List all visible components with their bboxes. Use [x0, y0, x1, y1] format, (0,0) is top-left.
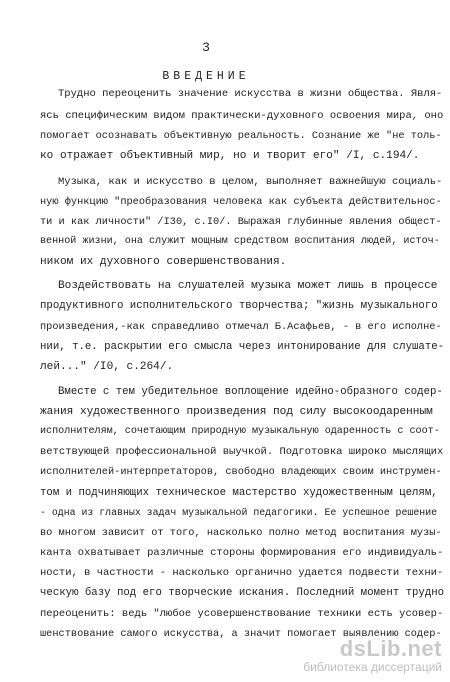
text-line: ности, в частности - насколько органично удается подвести техни- [40, 567, 444, 579]
text-line: исполнителям, сочетающим природную музыкальную одаренность с соот- [40, 426, 440, 437]
text-line: помогает осознавать объективную реальность. Сознание же "не толь- [40, 130, 442, 142]
text-line: нии, т.е. раскрытии его смысла через интонирование для слушате- [40, 341, 445, 353]
text-line: канта охватывает различные стороны формирования его индивидуаль- [40, 547, 444, 559]
text-line: Музыка, как и искусство в целом, выполняет важнейшую социаль- [58, 176, 443, 188]
text-line: венной жизни, она служит мощным средством воспитания людей, источ- [40, 236, 440, 247]
text-line: ти и как личности" /I30, с.I0/. Выражая глубинные явления общест- [40, 216, 442, 228]
text-line: - одна из главных задач музыкальной педагогики. Ее успешное решение [40, 507, 438, 518]
text-line: исполнителей-интерпретаторов, свободно владеющих своим инструмен- [40, 466, 442, 478]
text-line: жания художественного произведения под силу высокоодаренным [40, 406, 433, 418]
text-line: продуктивного исполнительского творчества; "жизнь музыкального [40, 300, 438, 312]
section-title: ВВЕДЕНИЕ [162, 70, 250, 83]
watermark-logo [303, 636, 442, 674]
text-line: том и подчиняющих техническое мастерство художественным целям, [40, 487, 438, 499]
text-line: ником их духовного совершенствования. [40, 256, 287, 268]
logo-subtitle: библиотека диссертаций [303, 660, 442, 674]
text-line: ко отражает объективный мир, но и творит его" /I, с.194/. [40, 150, 420, 162]
text-line: произведения,-как справедливо отмечал Б.Асафьев, - в его исполне- [40, 321, 442, 333]
text-line: ную функцию "преобразования человека как субъекта действительнос- [40, 196, 442, 208]
text-line: лей..." /I0, с.264/. [40, 361, 174, 373]
text-line: Воздействовать на слушателей музыка может лишь в процессе [58, 280, 438, 292]
text-line: во многом зависит от того, насколько полно метод воспитания музы- [40, 527, 442, 539]
text-line: ясь специфическим видом практически-духовного освоения мира, оно [40, 110, 444, 122]
text-line: Вместе с тем убедительное воплощение идейно-образного содер- [58, 386, 443, 398]
text-line: ческую базу под его творческие искания. Последний момент трудно [40, 587, 445, 599]
text-line: шенствование самого искусства, а значит помогает выявлению содер- [40, 628, 442, 640]
logo-name: dsLib.net [339, 636, 442, 661]
text-line: переоценить: ведь "любое усовершенствование техники есть усовер- [40, 608, 444, 620]
text-line: ветствующей профессиональной выучкой. Подготовка широко мыслящих [40, 446, 444, 458]
text-line: Трудно переоценить значение искусства в жизни общества. Явля- [58, 88, 443, 100]
page-number: 3 [202, 40, 210, 55]
